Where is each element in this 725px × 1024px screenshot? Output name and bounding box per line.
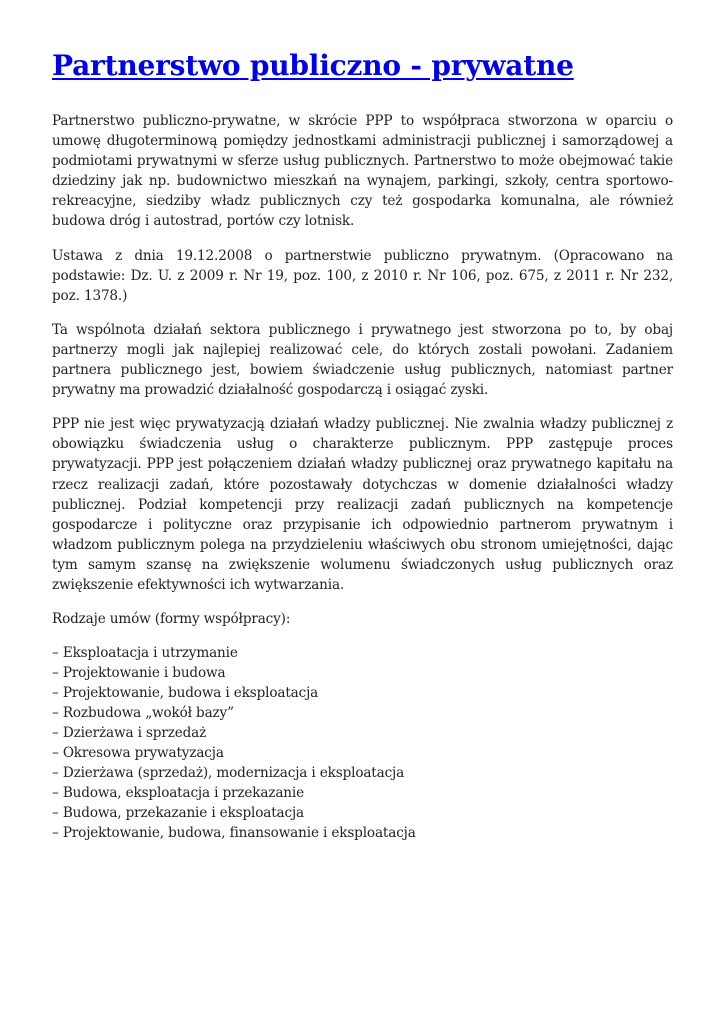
list-item: – Projektowanie, budowa i eksploatacja xyxy=(52,685,319,702)
list-item: – Okresowa prywatyzacja xyxy=(52,745,224,762)
page-title xyxy=(52,48,673,84)
paragraph-contract-types-heading: Rodzaje umów (formy współpracy): xyxy=(52,611,291,628)
document-page xyxy=(52,40,673,843)
title-link[interactable]: Partnerstwo publiczno - prywatne xyxy=(52,49,574,82)
paragraph-partnership-goals: Ta wspólnota działań sektora publicznego i prywatnego jest stworzona po to, by obaj partnerzy mogli jak najlepiej realizować cele, do których zostali powołani. Zadaniem partnera publicznego jest, bowiem świadczenie usług publicznych, natomiast partner prywatny ma prowadzić działalność gospodarczą i osiągać zyski. xyxy=(52,321,673,399)
paragraph-intro: Partnerstwo publiczno-prywatne, w skrócie PPP to współpraca stworzona w oparciu o umowę długoterminową pomiędzy jednostkami administracji publicznej i samorządowej a podmiotami prywatnymi w sferze usług publicznych. Partnerstwo to może obejmować takie dziedziny jak np. budownictwo mieszkań na wynajem, parkingi, szkoły, centra sportowo-rekreacyjne, siedziby władz publicznych czy też gospodarka komunalna, ale również budowa dróg i autostrad, portów czy lotnisk. xyxy=(52,113,673,230)
list-item: – Rozbudowa „wokół bazy” xyxy=(52,705,234,722)
paragraph-not-privatization: PPP nie jest więc prywatyzacją działań władzy publicznej. Nie zwalnia władzy publicznej z obowiązku świadczenia usług o charakterze publicznym. PPP zastępuje proces prywatyzacji. PPP jest połączeniem działań władzy publicznej oraz prywatnego kapitału na rzecz realizacji zadań, które pozostawały dotychczas w domenie działalności władzy publicznej. Podział kompetencji przy realizacji zadań publicznych na kompetencje gospodarcze i polityczne oraz przypisanie ich odpowiednio partnerom prywatnym i władzom publicznym polega na przydzieleniu właściwych obu stronom umiejętności, dając tym samym szansę na zwiększenie wolumenu świadczonych usług publicznych oraz zwiększenie efektywności ich wytwarzania. xyxy=(52,416,673,593)
list-item: – Projektowanie i budowa xyxy=(52,665,226,682)
list-item: – Dzierżawa i sprzedaż xyxy=(52,725,207,742)
list-item: – Eksploatacja i utrzymanie xyxy=(52,645,238,662)
list-item: – Budowa, przekazanie i eksploatacja xyxy=(52,805,304,822)
list-item: – Dzierżawa (sprzedaż), modernizacja i eksploatacja xyxy=(52,765,405,782)
list-item: – Budowa, eksploatacja i przekazanie xyxy=(52,785,304,802)
list-item: – Projektowanie, budowa, finansowanie i eksploatacja xyxy=(52,825,416,842)
contract-types-list xyxy=(52,643,673,843)
paragraph-law-reference: Ustawa z dnia 19.12.2008 o partnerstwie publiczno prywatnym. (Opracowano na podstawie: Dz. U. z 2009 r. Nr 19, poz. 100, z 2010 r. Nr 106, poz. 675, z 2011 r. Nr 232, poz. 1378.) xyxy=(52,247,673,304)
